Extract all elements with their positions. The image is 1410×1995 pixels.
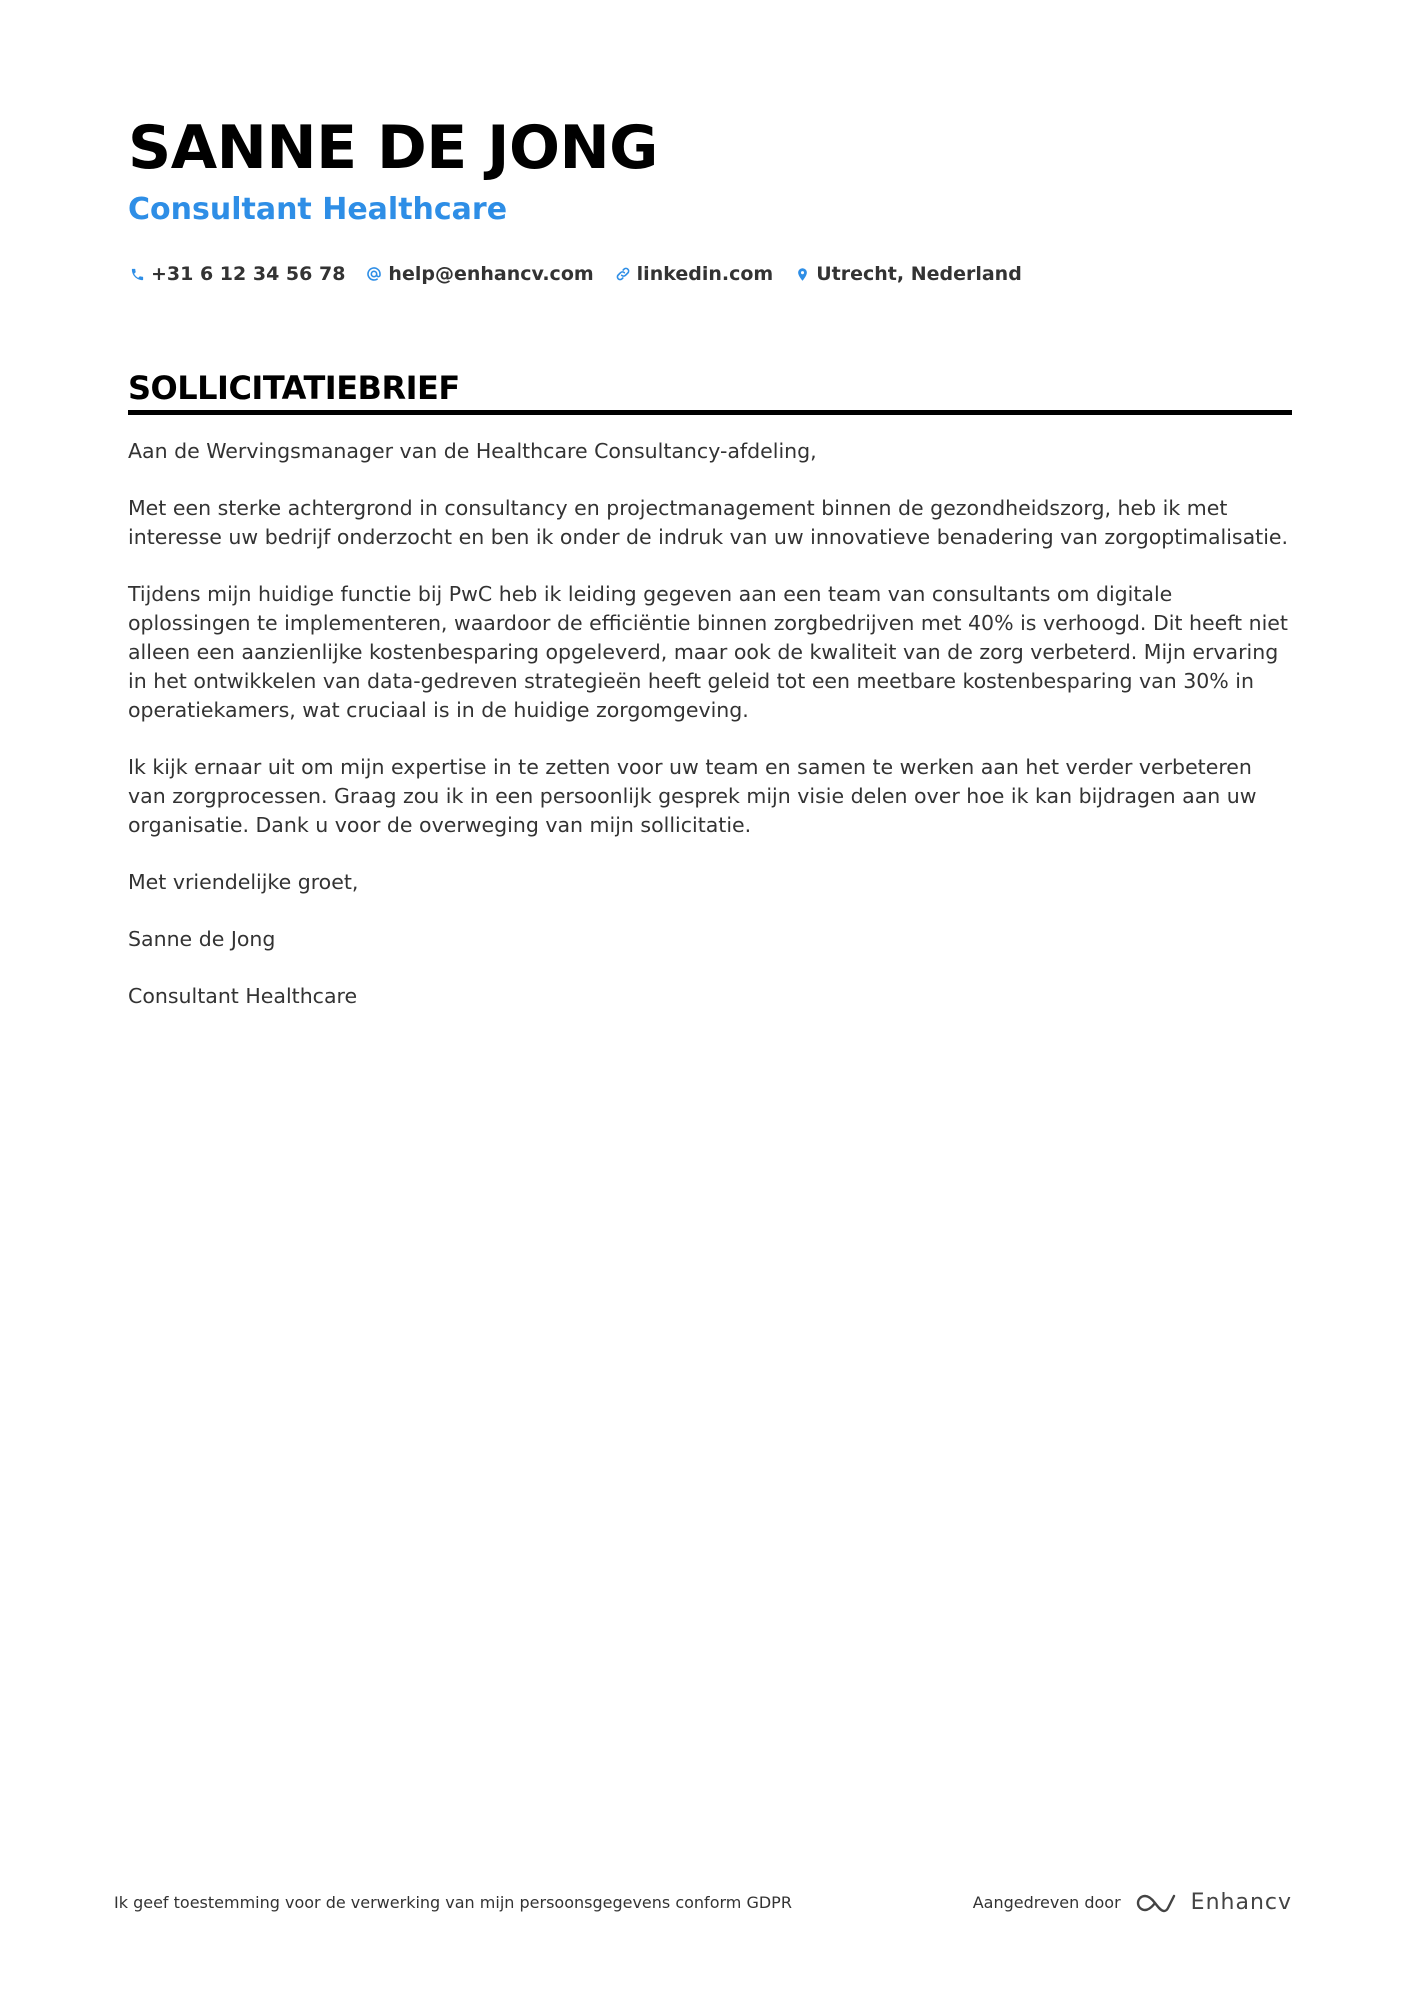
contact-phone-text: +31 6 12 34 56 78	[151, 263, 346, 285]
enhancv-brand: Enhancv	[1190, 1890, 1292, 1915]
candidate-title: Consultant Healthcare	[128, 192, 508, 227]
salutation: Aan de Wervingsmanager van de Healthcare Consultancy-afdeling,	[128, 439, 817, 463]
closing: Met vriendelijke groet,	[128, 870, 359, 894]
section-title: SOLLICITATIEBRIEF	[128, 369, 460, 407]
contact-phone[interactable]	[128, 263, 345, 285]
contact-info	[128, 260, 1292, 288]
link-icon	[614, 265, 632, 283]
letter-paragraph: Tijdens mijn huidige functie bij PwC heb ik leiding gegeven aan een team van consultants om digitale oplossingen te implementeren, waardoor de efficiëntie binnen zorgbedrijven met 40% is verhoogd. Dit heeft niet alleen een aanzienlijke kostenbesparing opgeleverd, maar ook de kwaliteit van de zorg verbeterd. Mijn ervaring in het ontwikkelen van data-gedreven strategieën heeft geleid tot een meetbare kostenbesparing van 30% in operatiekamers, wat cruciaal is in de huidige zorgomgeving.	[128, 582, 1288, 722]
contact-email-text: help@enhancv.com	[388, 263, 594, 285]
gdpr-consent-text: Ik geef toestemming voor de verwerking van mijn persoonsgegevens conform GDPR	[114, 1893, 792, 1912]
powered-by[interactable]	[973, 1890, 1292, 1915]
signature-name: Sanne de Jong	[128, 927, 276, 951]
letter-paragraph: Met een sterke achtergrond in consultancy en projectmanagement binnen de gezondheidszorg, heb ik met interesse uw bedrijf onderzocht en ben ik onder de indruk van uw innovatieve benadering van zorgoptimalisatie.	[128, 496, 1289, 549]
letter-body	[128, 437, 1292, 1011]
contact-location	[793, 263, 1022, 285]
phone-icon	[128, 265, 146, 283]
section-divider	[128, 410, 1292, 415]
contact-location-text: Utrecht, Nederland	[816, 263, 1022, 285]
powered-by-label: Aangedreven door	[972, 1893, 1121, 1912]
location-pin-icon	[793, 265, 811, 283]
letter-paragraph: Ik kijk ernaar uit om mijn expertise in te zetten voor uw team en samen te werken aan het verder verbeteren van zorgprocessen. Graag zou ik in een persoonlijk gesprek mijn visie delen over hoe ik kan bijdragen aan uw organisatie. Dank u voor de overweging van mijn sollicitatie.	[128, 755, 1257, 837]
header	[128, 108, 1292, 288]
contact-linkedin[interactable]	[614, 263, 774, 285]
enhancv-logo-icon	[1133, 1891, 1179, 1915]
footer	[114, 1890, 1292, 1915]
contact-linkedin-text: linkedin.com	[636, 263, 774, 285]
at-icon	[365, 265, 383, 283]
contact-email[interactable]	[365, 263, 593, 285]
letter-section	[128, 366, 1292, 1039]
candidate-name: SANNE DE JONG	[128, 113, 658, 183]
signature-title: Consultant Healthcare	[128, 984, 358, 1008]
